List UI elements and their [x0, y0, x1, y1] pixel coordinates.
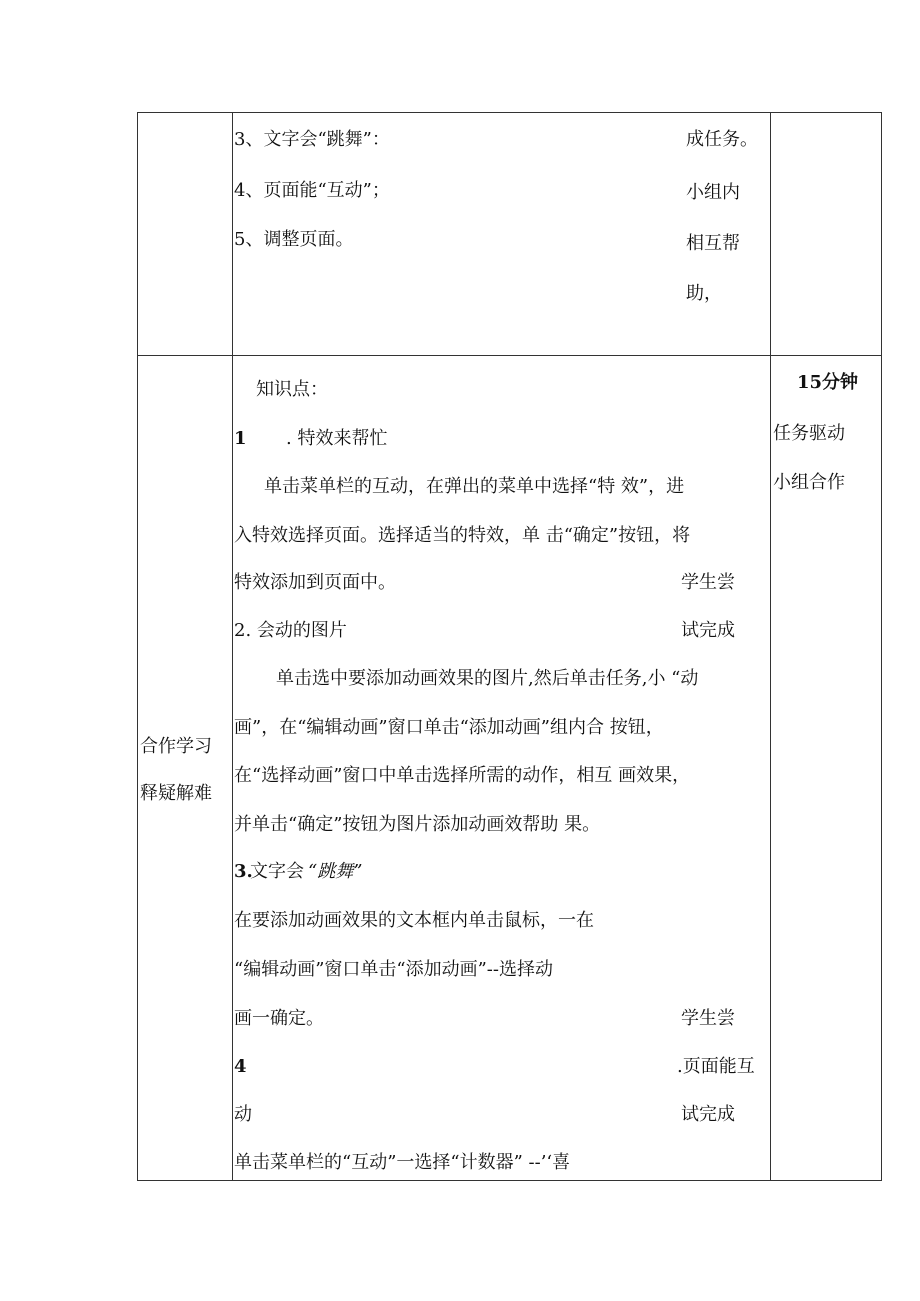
- point3-text-2: “编辑动画”窗口单击“添加动画”--选择动: [234, 959, 553, 980]
- student-try-1b: 试完成: [681, 620, 735, 641]
- row1-line-2: 4、页面能“互动”；: [234, 180, 390, 201]
- student-try-2a: 学生尝: [681, 1008, 735, 1029]
- point1-number: 1: [234, 428, 247, 449]
- point4-title: .页面能互: [677, 1056, 755, 1077]
- time-label: 15分钟: [797, 372, 859, 393]
- row1-student-2: 小组内: [686, 182, 740, 203]
- method-2: 小组合作: [773, 472, 845, 493]
- point1-text-3: 特效添加到页面中。: [234, 572, 396, 593]
- row1-student-4: 助，: [686, 283, 722, 304]
- point1-text-1: 单击菜单栏的互动，在弹出的菜单中选择“特 效”，进: [264, 476, 685, 497]
- point4-text-1: 单击菜单栏的“互动”一选择“计数器” --’‘喜: [234, 1152, 571, 1173]
- point4-number: 4: [234, 1056, 247, 1077]
- row1-student-3: 相互帮: [686, 233, 740, 254]
- section-label-line-1: 合作学习: [140, 736, 212, 757]
- row1-line-1: 3、文字会“跳舞”：: [234, 129, 390, 150]
- point2-text-2: 画”，在“编辑动画”窗口单击“添加动画”组内合 按钮，: [234, 717, 664, 738]
- point3-text-3: 画一确定。: [234, 1008, 324, 1029]
- row1-student-1: 成任务。: [686, 129, 758, 150]
- point4-title-cont: 动: [234, 1104, 252, 1125]
- point3-title: 文字会: [250, 861, 304, 882]
- point1-title: . 特效来帮忙: [286, 428, 388, 449]
- point2-text-3: 在“选择动画”窗口中单击选择所需的动作，相互 画效果，: [234, 765, 691, 786]
- row1-line-3: 5、调整页面。: [234, 229, 354, 250]
- knowledge-heading: 知识点：: [256, 379, 328, 400]
- point3-number: 3.: [234, 861, 253, 882]
- point2-text-4: 并单击“确定”按钮为图片添加动画效帮助 果。: [234, 814, 601, 835]
- student-try-2b: 试完成: [681, 1104, 735, 1125]
- point3-text-1: 在要添加动画效果的文本框内单击鼠标，一在: [234, 910, 594, 931]
- point2-title: 2. 会动的图片: [234, 620, 347, 641]
- method-1: 任务驱动: [773, 423, 845, 444]
- point2-text-1: 单击选中要添加动画效果的图片,然后单击任务,小 “动: [276, 668, 699, 689]
- student-try-1a: 学生尝: [681, 572, 735, 593]
- point3-quote: “跳舞”: [308, 861, 363, 882]
- section-label-line-2: 释疑解难: [140, 783, 212, 804]
- point1-text-2: 入特效选择页面。选择适当的特效，单 击“确定”按钮，将: [234, 525, 691, 546]
